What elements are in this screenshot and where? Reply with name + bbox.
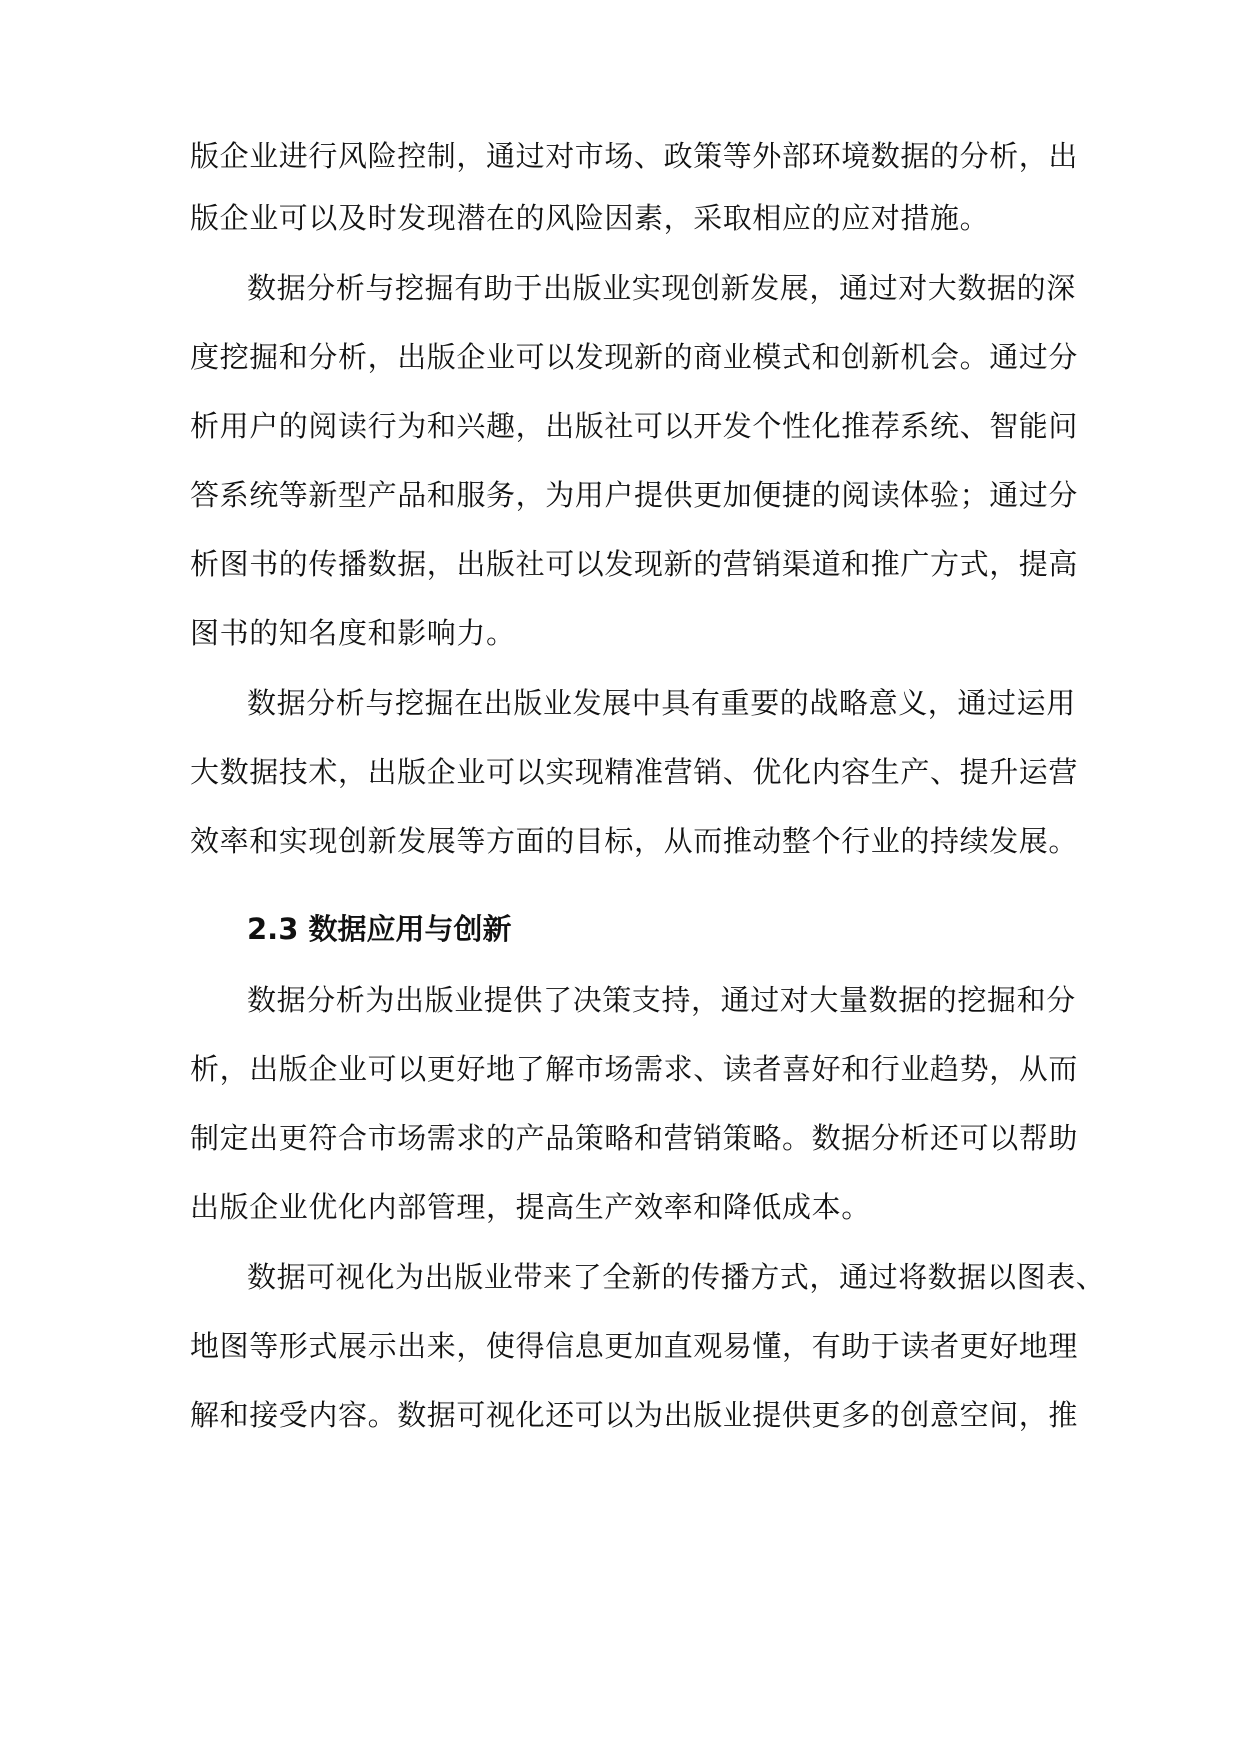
paragraph-line: 版企业可以及时发现潜在的风险因素，采取相应的应对措施。 xyxy=(190,201,990,235)
paragraph-line: 度挖掘和分析，出版企业可以发现新的商业模式和创新机会。通过分 xyxy=(190,340,1079,374)
paragraph-line: 数据分析与挖掘有助于出版业实现创新发展，通过对大数据的深 xyxy=(247,271,1076,305)
paragraph-line: 析用户的阅读行为和兴趣，出版社可以开发个性化推荐系统、智能问 xyxy=(190,409,1079,443)
paragraph-line: 析，出版企业可以更好地了解市场需求、读者喜好和行业趋势，从而 xyxy=(190,1052,1079,1086)
paragraph-line: 效率和实现创新发展等方面的目标，从而推动整个行业的持续发展。 xyxy=(190,824,1079,858)
paragraph-line: 大数据技术，出版企业可以实现精准营销、优化内容生产、提升运营 xyxy=(190,755,1079,789)
paragraph-line: 解和接受内容。数据可视化还可以为出版业提供更多的创意空间，推 xyxy=(190,1398,1079,1432)
paragraph-line: 图书的知名度和影响力。 xyxy=(190,616,516,650)
paragraph-line: 数据可视化为出版业带来了全新的传播方式，通过将数据以图表、 xyxy=(247,1260,1106,1294)
paragraph-line: 地图等形式展示出来，使得信息更加直观易懂，有助于读者更好地理 xyxy=(190,1329,1079,1363)
paragraph-line: 数据分析为出版业提供了决策支持，通过对大量数据的挖掘和分 xyxy=(247,983,1076,1017)
section-heading: 2.3 数据应用与创新 xyxy=(247,912,512,946)
paragraph-line: 答系统等新型产品和服务，为用户提供更加便捷的阅读体验；通过分 xyxy=(190,478,1079,512)
paragraph-line: 制定出更符合市场需求的产品策略和营销策略。数据分析还可以帮助 xyxy=(190,1121,1079,1155)
paragraph-line: 析图书的传播数据，出版社可以发现新的营销渠道和推广方式，提高 xyxy=(190,547,1079,581)
paragraph-line: 出版企业优化内部管理，提高生产效率和降低成本。 xyxy=(190,1190,871,1224)
paragraph-line: 版企业进行风险控制，通过对市场、政策等外部环境数据的分析，出 xyxy=(190,139,1079,173)
paragraph-line: 数据分析与挖掘在出版业发展中具有重要的战略意义，通过运用 xyxy=(247,686,1076,720)
